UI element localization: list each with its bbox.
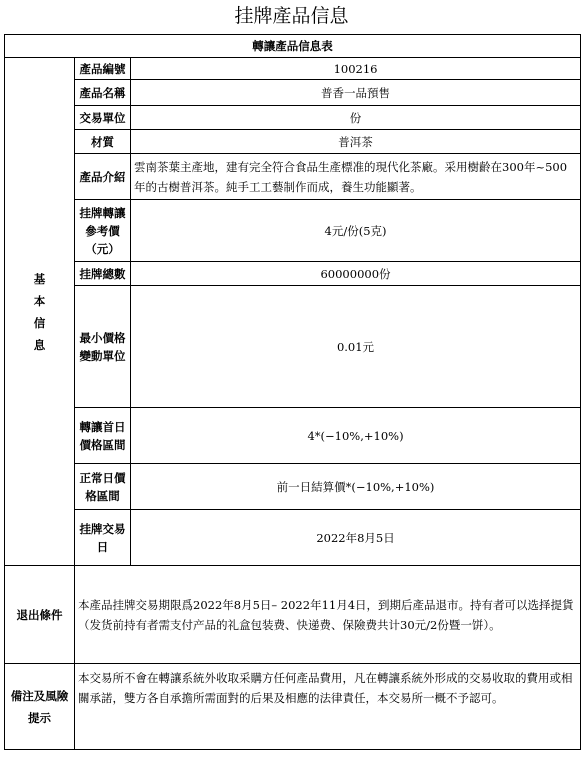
section-basic-info: 基 本 信 息 — [5, 58, 75, 566]
product-code-label: 產品編號 — [75, 58, 131, 80]
listing-total-label: 挂牌總數 — [75, 262, 131, 286]
first-day-range-label: 轉讓首日價格區間 — [75, 408, 131, 464]
table-header: 轉讓產品信息表 — [5, 35, 581, 58]
reference-price-value: 4元/份(5克) — [131, 200, 581, 262]
normal-day-range-label: 正常日價格區間 — [75, 464, 131, 510]
min-price-tick-value: 0.01元 — [131, 286, 581, 408]
min-price-tick-label: 最小價格變動單位 — [75, 286, 131, 408]
listing-date-value: 2022年8月5日 — [131, 510, 581, 566]
product-intro-label: 產品介紹 — [75, 154, 131, 200]
exit-conditions-label: 退出條件 — [5, 566, 75, 664]
product-intro-value: 雲南茶葉主產地，建有完全符合食品生產標准的現代化茶廠。采用樹齡在300年~500年的古樹普洱茶。純手工工藝制作而成，養生功能顯著。 — [131, 154, 581, 200]
product-name-value: 普香一品預售 — [131, 80, 581, 106]
page-title: 挂牌產品信息 — [234, 5, 349, 27]
listing-date-label: 挂牌交易日 — [75, 510, 131, 566]
product-name-label: 產品名稱 — [75, 80, 131, 106]
material-value: 普洱茶 — [131, 130, 581, 154]
reference-price-label: 挂牌轉讓參考價（元） — [75, 200, 131, 262]
remarks-label: 備注及風險提示 — [5, 664, 75, 750]
first-day-range-value: 4*(−10%,+10%) — [131, 408, 581, 464]
exit-conditions-text: 本產品挂牌交易期限爲2022年8月5日– 2022年11月4日，到期后產品退市。持有者可以选择提貨（发货前持有者需支付产品的礼盒包装费、快递费、保險费共计30元/2份暨一饼）。 — [75, 566, 581, 664]
trade-unit-value: 份 — [131, 106, 581, 130]
normal-day-range-value: 前一日結算價*(−10%,+10%) — [131, 464, 581, 510]
listing-total-value: 60000000份 — [131, 262, 581, 286]
material-label: 材質 — [75, 130, 131, 154]
product-code-value: 100216 — [131, 58, 581, 80]
trade-unit-label: 交易單位 — [75, 106, 131, 130]
product-info-table — [4, 34, 581, 750]
remarks-text: 本交易所不會在轉讓系統外收取采購方任何產品費用，凡在轉讓系統外形成的交易收取的費用或相關承諾，雙方各自承擔所需面對的后果及相應的法律責任，本交易所一概不予認可。 — [75, 664, 581, 750]
